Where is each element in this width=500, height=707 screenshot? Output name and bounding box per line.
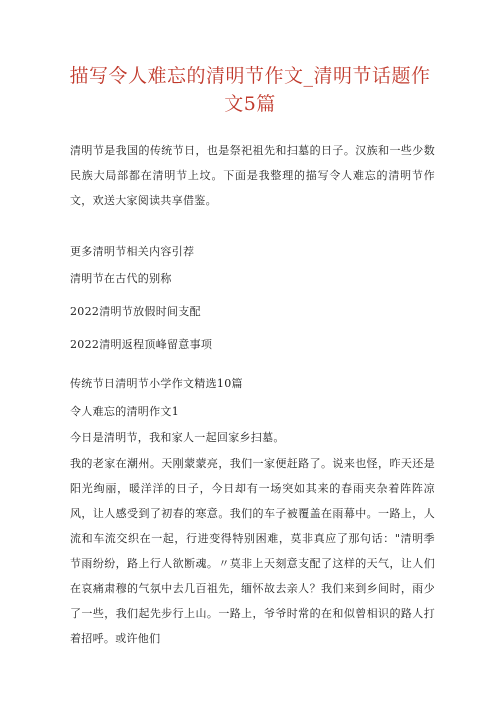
essay-title: 令人难忘的清明作文1: [70, 405, 179, 418]
intro-paragraph: 清明节是我国的传统节日，也是祭祀祖先和扫墓的日子。汉族和一些少数民族大局部都在清明节上坟。下面是我整理的描写令人难忘的清明节作文，欢送大家阅读共享借鉴。: [70, 144, 435, 207]
title-line-1: 描写令人难忘的清明节作文_清明节话题作: [69, 65, 431, 87]
related-link[interactable]: 2022清明返程顶峰留意事项: [70, 338, 213, 351]
page-title: [60, 62, 440, 118]
essay-body: 我的老家在潮州。天刚蒙蒙亮，我们一家便赶路了。说来也怪，昨天还是阳光绚丽，暖洋洋的日子，今日却有一场突如其来的春雨夹杂着阵阵凉风，让人感受到了初春的寒意。我们的车子被覆盖在雨幕中。一路上，人流和车流交织在一起，行进变得特别困难，莫非真应了那句话："清明季节雨纷纷，路上行人欲断魂。〃莫非上天刻意支配了这样的天气，让人们在哀痛肃穆的气氛中去几百祖先，缅怀故去亲人？我们来到乡间时，雨少了一些，我们起先步行上山。一路上，爷爷时常的在和似曾相识的路人打着招呼。或许他们: [70, 457, 435, 645]
essay-first-line: 今日是清明节，我和家人一起回家乡扫墓。: [70, 431, 285, 444]
related-heading: 更多清明节相关内容引荐: [70, 245, 195, 258]
collection-title: 传统节日清明节小学作文精选10篇: [70, 377, 243, 390]
related-link[interactable]: 清明节在古代的别称: [70, 272, 172, 285]
title-line-2: 文5篇: [224, 93, 276, 115]
related-link[interactable]: 2022清明节放假时间支配: [70, 305, 201, 318]
